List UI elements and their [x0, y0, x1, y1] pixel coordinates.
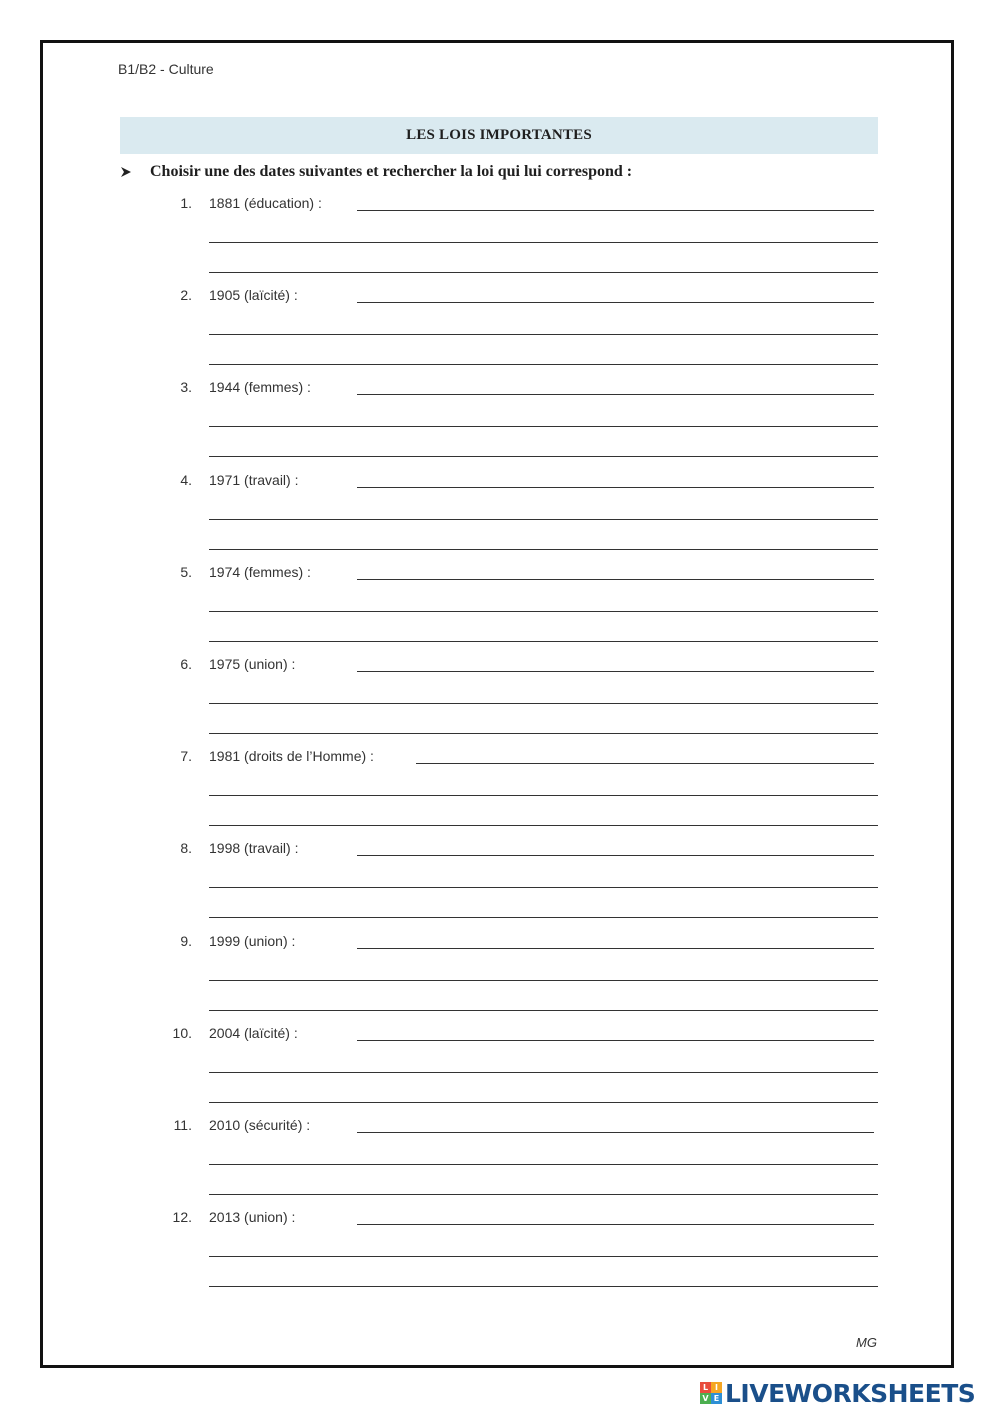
answer-line[interactable] [209, 887, 878, 888]
answer-line[interactable] [357, 671, 874, 672]
brand-name: LIVEWORKSHEETS [725, 1378, 976, 1408]
item-number: 7. [180, 748, 192, 764]
item-label: 2013 (union) : [209, 1209, 296, 1225]
item-number: 3. [180, 379, 192, 395]
item-number: 9. [180, 933, 192, 949]
item-number: 1. [180, 195, 192, 211]
title-banner [120, 117, 878, 154]
list-item [0, 1209, 1000, 1301]
answer-line[interactable] [357, 210, 874, 211]
item-number: 11. [173, 1117, 192, 1133]
instruction-text: Choisir une des dates suivantes et rechercher la loi qui lui correspond : [150, 163, 633, 180]
list-item [0, 379, 1000, 471]
author-initials: MG [856, 1335, 877, 1350]
item-label: 1905 (laïcité) : [209, 287, 298, 303]
list-item [0, 933, 1000, 1025]
item-number: 10. [172, 1025, 192, 1041]
answer-line[interactable] [209, 1286, 878, 1287]
answer-line[interactable] [357, 302, 874, 303]
answer-line[interactable] [209, 456, 878, 457]
item-label: 1974 (femmes) : [209, 564, 311, 580]
answer-line[interactable] [209, 825, 878, 826]
answer-line[interactable] [357, 579, 874, 580]
answer-line[interactable] [209, 1256, 878, 1257]
instruction [118, 163, 632, 181]
item-number: 2. [180, 287, 192, 303]
logo-letter: V [700, 1393, 711, 1404]
list-item [0, 472, 1000, 564]
item-label: 1881 (éducation) : [209, 195, 322, 211]
list-item [0, 748, 1000, 840]
item-number: 5. [180, 564, 192, 580]
answer-line[interactable] [209, 1164, 878, 1165]
answer-line[interactable] [209, 980, 878, 981]
item-number: 4. [180, 472, 192, 488]
item-number: 8. [180, 840, 192, 856]
item-label: 2004 (laïcité) : [209, 1025, 298, 1041]
answer-line[interactable] [357, 1132, 874, 1133]
answer-line[interactable] [209, 1102, 878, 1103]
item-label: 2010 (sécurité) : [209, 1117, 311, 1133]
answer-line[interactable] [209, 1072, 878, 1073]
answer-line[interactable] [357, 1224, 874, 1225]
answer-line[interactable] [209, 641, 878, 642]
logo-letter: L [700, 1382, 711, 1393]
answer-line[interactable] [357, 487, 874, 488]
arrow-right-icon [120, 166, 132, 178]
list-item [0, 287, 1000, 379]
brand-watermark[interactable] [700, 1377, 975, 1409]
answer-line[interactable] [416, 763, 874, 764]
answer-line[interactable] [209, 242, 878, 243]
item-label: 1944 (femmes) : [209, 379, 311, 395]
answer-line[interactable] [209, 426, 878, 427]
list-item [0, 1025, 1000, 1117]
list-item [0, 195, 1000, 287]
answer-line[interactable] [357, 394, 874, 395]
item-label: 1999 (union) : [209, 933, 296, 949]
item-number: 12. [172, 1209, 192, 1225]
logo-letter: E [711, 1393, 722, 1404]
answer-line[interactable] [357, 855, 874, 856]
list-item [0, 656, 1000, 748]
answer-line[interactable] [209, 611, 878, 612]
answer-line[interactable] [357, 948, 874, 949]
answer-line[interactable] [357, 1040, 874, 1041]
answer-line[interactable] [209, 1194, 878, 1195]
answer-line[interactable] [209, 334, 878, 335]
answer-line[interactable] [209, 733, 878, 734]
list-item [0, 840, 1000, 932]
answer-line[interactable] [209, 549, 878, 550]
list-item [0, 564, 1000, 656]
answer-line[interactable] [209, 1010, 878, 1011]
answer-line[interactable] [209, 917, 878, 918]
answer-line[interactable] [209, 703, 878, 704]
page-title: LES LOIS IMPORTANTES [406, 127, 592, 143]
answer-line[interactable] [209, 519, 878, 520]
list-item [0, 1117, 1000, 1209]
answer-line[interactable] [209, 795, 878, 796]
answer-line[interactable] [209, 272, 878, 273]
brand-logo-icon [700, 1382, 722, 1404]
item-label: 1998 (travail) : [209, 840, 299, 856]
answer-line[interactable] [209, 364, 878, 365]
item-label: 1971 (travail) : [209, 472, 299, 488]
level-label: B1/B2 - Culture [118, 61, 214, 77]
item-label: 1981 (droits de l’Homme) : [209, 748, 374, 764]
logo-letter: I [711, 1382, 722, 1393]
item-label: 1975 (union) : [209, 656, 296, 672]
item-number: 6. [180, 656, 192, 672]
